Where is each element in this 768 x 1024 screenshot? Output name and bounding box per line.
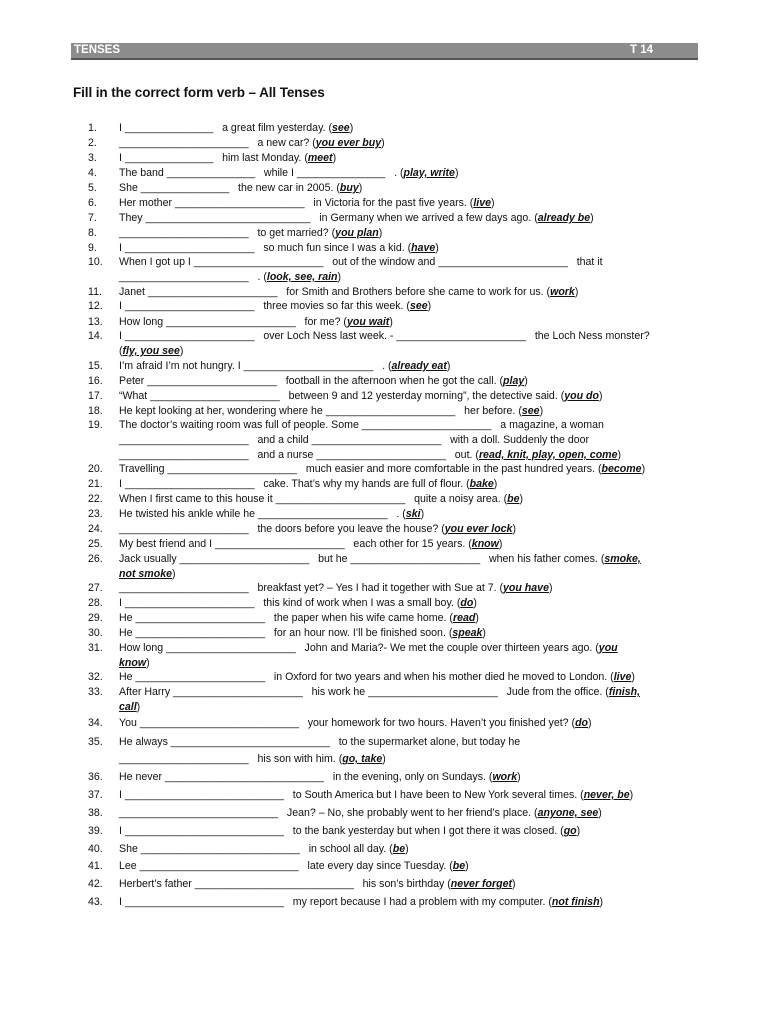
verb-hint: you ever lock [444, 523, 513, 535]
exercise-item [88, 136, 700, 151]
exercise-item [88, 389, 700, 404]
item-sentence [119, 389, 700, 404]
item-number: 36. [88, 771, 103, 783]
closing-paren: ) [473, 597, 477, 609]
sentence-text: ______________________ a new car? ( [119, 137, 316, 149]
exercise-item [88, 285, 700, 300]
item-continuation-line [119, 344, 183, 359]
item-sentence [119, 842, 700, 857]
item-number: 42. [88, 878, 103, 890]
exercise-item [88, 806, 700, 821]
closing-paren: ) [598, 807, 602, 819]
header-bar [71, 43, 698, 60]
verb-hint: look, see, rain [266, 271, 338, 283]
exercise-item [88, 299, 700, 314]
sentence-text: ______________________ and a nurse ______________________ out. ( [119, 449, 479, 461]
closing-paren: ) [641, 463, 646, 475]
item-sentence [119, 522, 700, 537]
item-sentence [119, 611, 700, 626]
item-number: 10. [88, 256, 103, 268]
item-number: 8. [88, 227, 97, 239]
verb-hint: see [521, 405, 540, 417]
sentence-text: How long ______________________ John and Maria?- We met the couple over thirteen years ago. ( [119, 642, 599, 654]
exercise-item [88, 418, 700, 433]
exercise-item [88, 626, 700, 641]
item-number: 18. [88, 405, 103, 417]
item-continuation-line [119, 433, 589, 448]
verb-hint: be [452, 860, 466, 872]
closing-paren: ) [588, 717, 592, 729]
sentence-text: When I first came to this house it ______________________ quite a noisy area. ( [119, 493, 508, 505]
closing-paren: ) [539, 405, 544, 417]
verb-hint: live [613, 671, 632, 683]
sentence-text: He ______________________ for an hour now. I’ll be finished soon. ( [119, 627, 453, 639]
item-number: 16. [88, 375, 103, 387]
sentence-text: I ______________________ over Loch Ness last week. - ______________________ the Loch Ness monster? [119, 330, 650, 342]
item-sentence [119, 359, 700, 374]
item-number: 38. [88, 807, 103, 819]
closing-paren: ) [136, 701, 141, 713]
verb-hint: not smoke [119, 568, 172, 580]
exercise-item [88, 641, 700, 656]
item-sentence [119, 788, 700, 803]
item-continuation-line [119, 270, 341, 285]
sentence-text: He twisted his ankle while he ______________________ . ( [119, 508, 406, 520]
item-sentence [119, 581, 700, 596]
item-continuation-line [119, 752, 386, 767]
closing-paren: ) [332, 152, 337, 164]
item-number: 15. [88, 360, 103, 372]
exercise-item [88, 181, 700, 196]
exercise-item [88, 211, 700, 226]
verb-hint: bake [469, 478, 494, 490]
sentence-text: They ____________________________ in Germany when we arrived a few days ago. ( [119, 212, 538, 224]
exercise-item [88, 404, 700, 419]
closing-paren: ) [598, 390, 603, 402]
sentence-text: My best friend and I ______________________ each other for 15 years. ( [119, 538, 472, 550]
sentence-text: ______________________ and a child ______________________ with a doll. Suddenly the door [119, 434, 590, 446]
item-number: 25. [88, 538, 103, 550]
sentence-text: ______________________ . ( [119, 271, 267, 283]
item-number: 29. [88, 612, 103, 624]
closing-paren: ) [349, 122, 354, 134]
item-number: 37. [88, 789, 103, 801]
sentence-text: “What ______________________ between 9 and 12 yesterday morning”, the detective said. ( [119, 390, 565, 402]
verb-hint: you wait [346, 316, 390, 328]
sentence-text: I ___________________________ my report because I had a problem with my computer. ( [119, 896, 552, 908]
verb-hint: do [460, 597, 474, 609]
verb-hint: finish, [608, 686, 641, 698]
verb-hint: meet [307, 152, 333, 164]
exercise-item [88, 877, 700, 892]
item-continuation-line [119, 448, 621, 463]
closing-paren: ) [337, 271, 342, 283]
closing-paren: ) [146, 657, 150, 669]
verb-hint: already be [537, 212, 591, 224]
verb-hint: know [471, 538, 499, 550]
item-number: 4. [88, 167, 97, 179]
verb-hint: work [550, 286, 575, 298]
verb-hint: have [411, 242, 436, 254]
verb-hint: you have [503, 582, 549, 594]
closing-paren: ) [171, 568, 176, 580]
sentence-text: She ___________________________ in school all day. ( [119, 843, 393, 855]
item-sentence [119, 462, 700, 477]
item-number: 31. [88, 642, 103, 654]
item-number: 32. [88, 671, 103, 683]
sentence-text: I ______________________ cake. That’s why my hands are full of flour. ( [119, 478, 470, 490]
item-sentence [119, 824, 700, 839]
item-sentence [119, 685, 700, 700]
closing-paren: ) [435, 242, 439, 254]
item-sentence [119, 136, 700, 151]
exercise-item [88, 537, 700, 552]
exercise-item [88, 611, 700, 626]
sentence-text: ______________________ breakfast yet? – Yes I had it together with Sue at 7. ( [119, 582, 504, 594]
item-number: 43. [88, 896, 103, 908]
closing-paren: ) [617, 449, 622, 461]
item-sentence [119, 492, 700, 507]
verb-hint: speak [452, 627, 483, 639]
sentence-text: He ______________________ in Oxford for two years and when his mother died he moved to London. ( [119, 671, 614, 683]
sentence-text: ______________________ to get married? ( [119, 227, 336, 239]
exercise-item [88, 716, 700, 731]
exercise-item [88, 735, 700, 750]
closing-paren: ) [631, 671, 635, 683]
closing-paren: ) [382, 753, 386, 765]
exercise-item [88, 552, 700, 567]
sentence-text: Herbert’s father ___________________________ his son’s birthday ( [119, 878, 451, 890]
sentence-text: He always ___________________________ to the supermarket alone, but today he [119, 736, 521, 748]
item-number: 5. [88, 182, 97, 194]
item-sentence [119, 716, 700, 731]
verb-hint: never forget [450, 878, 513, 890]
item-sentence [119, 552, 700, 567]
exercise-item [88, 492, 700, 507]
exercise-item [88, 596, 700, 611]
sentence-text: When I got up I ______________________ out of the window and ______________________ that it [119, 256, 603, 268]
verb-hint: be [392, 843, 406, 855]
exercise-item [88, 859, 700, 874]
closing-paren: ) [465, 860, 469, 872]
item-sentence [119, 285, 700, 300]
item-sentence [119, 121, 700, 136]
sentence-text: I ___________________________ to South America but I have been to New York several times. ( [119, 789, 584, 801]
item-number: 41. [88, 860, 103, 872]
sentence-text: I _______________ him last Monday. ( [119, 152, 308, 164]
item-continuation-line [119, 656, 150, 671]
closing-paren: ) [358, 182, 363, 194]
closing-paren: ) [493, 478, 498, 490]
header-section-title: TENSES [74, 44, 121, 56]
exercise-item [88, 241, 700, 256]
exercise-item [88, 824, 700, 839]
closing-paren: ) [475, 612, 479, 624]
item-number: 3. [88, 152, 97, 164]
item-sentence [119, 299, 700, 314]
closing-paren: ) [512, 523, 516, 535]
item-sentence [119, 670, 700, 685]
item-sentence [119, 895, 700, 910]
item-number: 2. [88, 137, 97, 149]
worksheet-title: Fill in the correct form verb – All Tenses [73, 85, 325, 100]
closing-paren: ) [517, 771, 521, 783]
exercise-item [88, 670, 700, 685]
sentence-text: ______________________ his son with him. ( [119, 753, 343, 765]
sentence-text: I ______________________ three movies so far this week. ( [119, 300, 410, 312]
closing-paren: ) [524, 375, 528, 387]
verb-hint: never, be [583, 789, 630, 801]
item-sentence [119, 770, 700, 785]
verb-hint: buy [339, 182, 359, 194]
closing-paren: ) [512, 878, 516, 890]
verb-hint: know [119, 657, 147, 669]
closing-paren: ) [599, 896, 604, 908]
item-number: 35. [88, 736, 103, 748]
verb-hint: you [598, 642, 618, 654]
sentence-text: ___________________________ Jean? – No, she probably went to her friend’s place. ( [119, 807, 538, 819]
verb-hint: you ever buy [315, 137, 382, 149]
item-sentence [119, 596, 700, 611]
verb-hint: play [503, 375, 525, 387]
closing-paren: ) [420, 508, 425, 520]
verb-hint: you do [564, 390, 599, 402]
exercise-item [88, 462, 700, 477]
item-number: 1. [88, 122, 97, 134]
item-sentence [119, 877, 700, 892]
item-sentence [119, 226, 700, 241]
verb-hint: not finish [551, 896, 600, 908]
sentence-text: ______________________ the doors before you leave the house? ( [119, 523, 445, 535]
item-sentence [119, 806, 700, 821]
item-sentence [119, 196, 700, 211]
item-number: 30. [88, 627, 103, 639]
item-sentence [119, 626, 700, 641]
closing-paren: ) [491, 197, 495, 209]
verb-hint: read [452, 612, 476, 624]
exercise-item [88, 770, 700, 785]
exercise-item [88, 842, 700, 857]
sentence-text: How long ______________________ for me? ( [119, 316, 347, 328]
item-number: 23. [88, 508, 103, 520]
sentence-text: You ___________________________ your homework for two hours. Haven’t you finished yet? ( [119, 717, 576, 729]
item-sentence [119, 329, 700, 344]
item-number: 22. [88, 493, 103, 505]
closing-paren: ) [548, 582, 553, 594]
sentence-text: The doctor’s waiting room was full of people. Some ______________________ a magazine, a woman [119, 419, 604, 431]
sentence-text: He never ___________________________ in the evening, only on Sundays. ( [119, 771, 493, 783]
item-number: 14. [88, 330, 103, 342]
sentence-text: Janet ______________________ for Smith and Brothers before she came to work for us. ( [119, 286, 551, 298]
exercise-item [88, 522, 700, 537]
exercise-item [88, 166, 700, 181]
sentence-text: Peter ______________________ football in the afternoon when he got the call. ( [119, 375, 504, 387]
item-number: 7. [88, 212, 97, 224]
item-number: 9. [88, 242, 97, 254]
sentence-text: Lee ___________________________ late every day since Tuesday. ( [119, 860, 453, 872]
closing-paren: ) [574, 286, 579, 298]
item-number: 6. [88, 197, 97, 209]
item-number: 27. [88, 582, 103, 594]
sentence-text: He kept looking at her, wondering where he ______________________ her before. ( [119, 405, 522, 417]
verb-hint: do [575, 717, 589, 729]
exercise-item [88, 315, 700, 330]
closing-paren: ) [576, 825, 581, 837]
item-number: 17. [88, 390, 103, 402]
verb-hint: work [492, 771, 518, 783]
exercise-item [88, 581, 700, 596]
verb-hint: see [332, 122, 350, 134]
verb-hint: play, write [403, 167, 455, 179]
item-number: 34. [88, 717, 103, 729]
closing-paren: ) [454, 167, 459, 179]
verb-hint: go [563, 825, 577, 837]
item-sentence [119, 166, 700, 181]
exercise-item [88, 895, 700, 910]
item-sentence [119, 537, 700, 552]
item-number: 33. [88, 686, 103, 698]
closing-paren: ) [405, 843, 409, 855]
sentence-text: I _______________ a great film yesterday. ( [119, 122, 332, 134]
exercise-item [88, 374, 700, 389]
item-sentence [119, 211, 700, 226]
verb-hint: ski [405, 508, 421, 520]
closing-paren: ) [519, 493, 524, 505]
exercise-item [88, 685, 700, 700]
item-sentence [119, 255, 700, 270]
verb-hint: be [507, 493, 520, 505]
item-continuation-line [119, 567, 176, 582]
sentence-text: She _______________ the new car in 2005. ( [119, 182, 340, 194]
sentence-text: Travelling ______________________ much easier and more comfortable in the past hundred years. ( [119, 463, 602, 475]
sentence-text: I ___________________________ to the bank yesterday but when I got there it was closed. ( [119, 825, 564, 837]
verb-hint: see [409, 300, 428, 312]
exercise-item [88, 196, 700, 211]
item-number: 11. [88, 286, 102, 298]
verb-hint: already eat [391, 360, 447, 372]
exercise-item [88, 507, 700, 522]
sentence-text: The band _______________ while I _______________ . ( [119, 167, 404, 179]
sentence-text: ( [119, 345, 123, 357]
item-number: 39. [88, 825, 103, 837]
sentence-text: He ______________________ the paper when his wife came home. ( [119, 612, 453, 624]
exercise-item [88, 329, 700, 344]
item-number: 24. [88, 523, 103, 535]
item-sentence [119, 735, 700, 750]
closing-paren: ) [427, 300, 432, 312]
item-number: 40. [88, 843, 103, 855]
verb-hint: live [473, 197, 492, 209]
closing-paren: ) [482, 627, 486, 639]
closing-paren: ) [590, 212, 594, 224]
verb-hint: smoke, [604, 553, 641, 565]
closing-paren: ) [179, 345, 184, 357]
sentence-text: I ______________________ this kind of work when I was a small boy. ( [119, 597, 461, 609]
item-sentence [119, 418, 700, 433]
item-sentence [119, 477, 700, 492]
exercise-item [88, 255, 700, 270]
item-sentence [119, 374, 700, 389]
item-number: 19. [88, 419, 103, 431]
verb-hint: become [601, 463, 642, 475]
item-number: 20. [88, 463, 103, 475]
verb-hint: you plan [335, 227, 379, 239]
item-sentence [119, 507, 700, 522]
item-continuation-line [119, 700, 140, 715]
sentence-text: After Harry ______________________ his work he ______________________ Jude from the office. ( [119, 686, 609, 698]
closing-paren: ) [629, 789, 634, 801]
sentence-text: I ______________________ so much fun since I was a kid. ( [119, 242, 412, 254]
item-number: 12. [88, 300, 103, 312]
closing-paren: ) [378, 227, 383, 239]
verb-hint: anyone, see [537, 807, 599, 819]
sentence-text: Her mother ______________________ in Victoria for the past five years. ( [119, 197, 474, 209]
exercise-item [88, 121, 700, 136]
item-sentence [119, 315, 700, 330]
exercise-item [88, 788, 700, 803]
item-sentence [119, 151, 700, 166]
item-sentence [119, 241, 700, 256]
item-sentence [119, 181, 700, 196]
item-number: 28. [88, 597, 103, 609]
closing-paren: ) [381, 137, 385, 149]
sentence-text: I’m afraid I’m not hungry. I ______________________ . ( [119, 360, 392, 372]
exercise-item [88, 226, 700, 241]
item-number: 26. [88, 553, 103, 565]
verb-hint: fly, you see [122, 345, 180, 357]
exercise-item [88, 359, 700, 374]
verb-hint: go, take [342, 753, 383, 765]
item-number: 21. [88, 478, 103, 490]
item-sentence [119, 404, 700, 419]
header-worksheet-code: T 14 [630, 44, 654, 56]
item-sentence [119, 641, 700, 656]
exercise-item [88, 151, 700, 166]
closing-paren: ) [446, 360, 451, 372]
exercise-item [88, 477, 700, 492]
sentence-text: Jack usually ______________________ but he ______________________ when his father comes. ( [119, 553, 605, 565]
item-number: 13. [88, 316, 103, 328]
verb-hint: read, knit, play, open, come [478, 449, 618, 461]
closing-paren: ) [498, 538, 503, 550]
closing-paren: ) [389, 316, 393, 328]
verb-hint: call [119, 701, 137, 713]
item-sentence [119, 859, 700, 874]
